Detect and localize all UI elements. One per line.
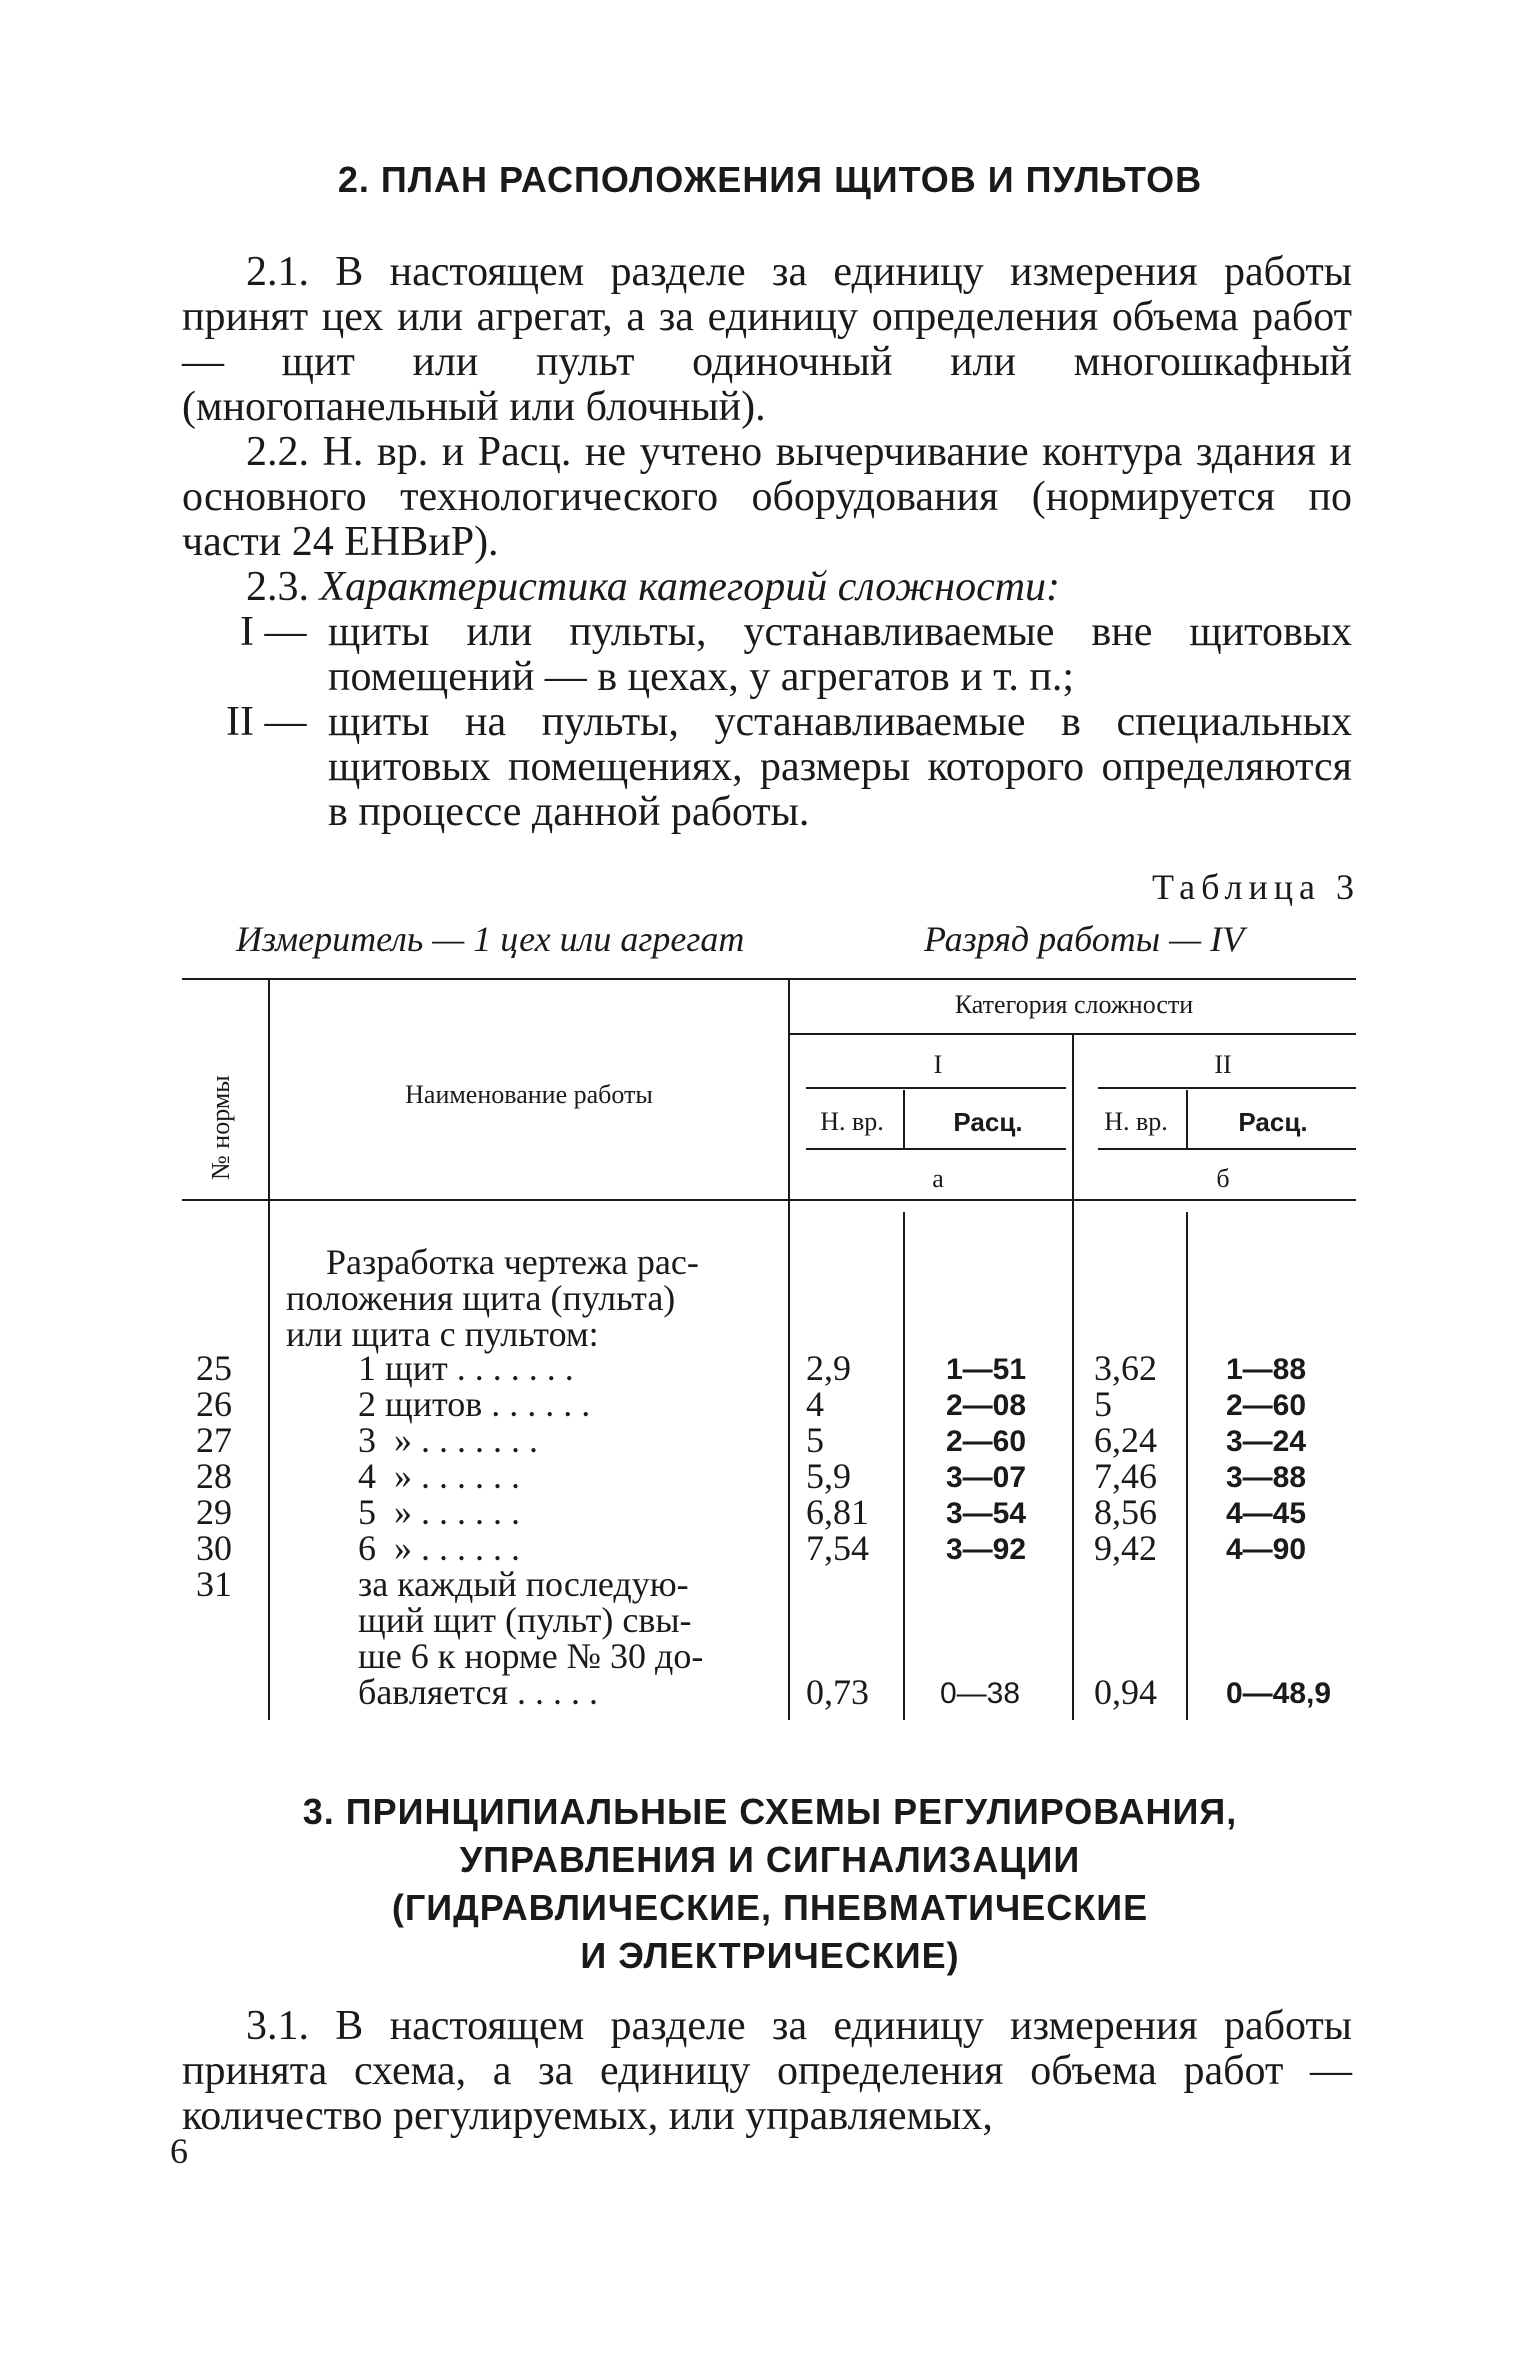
norm-number: 25 bbox=[196, 1348, 232, 1388]
cat2-sub-rule bbox=[1098, 1148, 1356, 1150]
rasc-cat2: 3—88 bbox=[1226, 1461, 1307, 1494]
rasc-cat1: 1—51 bbox=[946, 1353, 1027, 1386]
cat1-sub-rule bbox=[806, 1148, 1066, 1150]
hvr-cat1: 5,9 bbox=[806, 1456, 851, 1496]
rasc-cat2: 0—48,9 bbox=[1226, 1677, 1332, 1710]
col-divider-cat bbox=[1072, 1035, 1074, 1720]
work-name-line-4: бавляется . . . . . bbox=[358, 1672, 599, 1712]
table-grade: Разряд работы — IV bbox=[924, 919, 1245, 959]
table-meter: Измеритель — 1 цех или агрегат bbox=[236, 919, 745, 959]
work-name-line-2: щий щит (пульт) свы- bbox=[358, 1600, 692, 1640]
rasc-cat1: 2—60 bbox=[946, 1425, 1027, 1458]
page-number: 6 bbox=[170, 2131, 188, 2171]
hvr-cat2: 7,46 bbox=[1094, 1456, 1157, 1496]
col-header-rasc1: Расц. bbox=[953, 1107, 1023, 1137]
col-header-cat2: II bbox=[1214, 1050, 1232, 1079]
paragraph-2-2: 2.2. Н. вр. и Расц. не учтено вычерчивание контура здания и основного технологического оборудования (нормируется по части 24 ЕНВиР). bbox=[182, 429, 1352, 565]
work-name: 4 » . . . . . . bbox=[358, 1456, 520, 1496]
norm-number: 28 bbox=[196, 1456, 232, 1496]
hvr-cat2: 3,62 bbox=[1094, 1348, 1157, 1388]
col-header-hvr1: Н. вр. bbox=[820, 1107, 884, 1136]
col-header-name: Наименование работы bbox=[405, 1080, 653, 1109]
work-name: 1 щит . . . . . . . bbox=[358, 1348, 574, 1388]
col-divider-cat2 bbox=[1186, 1212, 1188, 1720]
rasc-cat1: 2—08 bbox=[946, 1389, 1027, 1422]
category-1-mark: I — bbox=[240, 609, 307, 655]
category-2-text: щиты на пульты, устанавливаемые в специальных щитовых помещениях, размеры которого определяются в процессе данной работы. bbox=[328, 699, 1352, 835]
hvr-cat1: 5 bbox=[806, 1420, 824, 1460]
col-header-sub-b: б bbox=[1216, 1164, 1230, 1193]
hvr-cat2: 8,56 bbox=[1094, 1492, 1157, 1532]
rasc-cat1: 3—07 bbox=[946, 1461, 1027, 1494]
rasc-cat2: 4—45 bbox=[1226, 1497, 1307, 1530]
work-name: 5 » . . . . . . bbox=[358, 1492, 520, 1532]
category-1-text: щиты или пульты, устанавливаемые вне щитовых помещений — в цехах, у агрегатов и т. п.; bbox=[328, 609, 1352, 700]
rasc-cat2: 4—90 bbox=[1226, 1533, 1307, 1566]
rasc-cat1: 0—38 bbox=[940, 1677, 1021, 1710]
work-name-line-1: за каждый последую- bbox=[358, 1564, 689, 1604]
work-name: 3 » . . . . . . . bbox=[358, 1420, 538, 1460]
rasc-cat1: 3—92 bbox=[946, 1533, 1027, 1566]
hvr-cat1: 0,73 bbox=[806, 1672, 869, 1712]
header-bottom-rule bbox=[182, 1199, 1356, 1201]
hvr-cat2: 6,24 bbox=[1094, 1420, 1157, 1460]
col-header-rasc2: Расц. bbox=[1238, 1107, 1308, 1137]
work-name: 6 » . . . . . . bbox=[358, 1528, 520, 1568]
hvr-cat1: 2,9 bbox=[806, 1348, 851, 1388]
paragraph-2-3-title: Характеристика категорий сложности: bbox=[319, 564, 1061, 610]
norm-number: 31 bbox=[196, 1564, 232, 1604]
norm-number: 30 bbox=[196, 1528, 232, 1568]
col-header-hvr2: Н. вр. bbox=[1104, 1107, 1168, 1136]
section-3-heading-line-4: И ЭЛЕКТРИЧЕСКИЕ) bbox=[580, 1935, 960, 1976]
norm-number: 29 bbox=[196, 1492, 232, 1532]
norm-number: 26 bbox=[196, 1384, 232, 1424]
work-name-line-3: ше 6 к норме № 30 до- bbox=[358, 1636, 704, 1676]
hvr-cat1: 4 bbox=[806, 1384, 824, 1424]
work-intro-line-1: Разработка чертежа рас- bbox=[326, 1242, 699, 1282]
rasc-cat2: 2—60 bbox=[1226, 1389, 1307, 1422]
hvr-cat2: 0,94 bbox=[1094, 1672, 1157, 1712]
hvr-cat1: 6,81 bbox=[806, 1492, 869, 1532]
paragraph-2-3-number: 2.3. bbox=[246, 564, 309, 610]
work-intro-line-3: или щита с пультом: bbox=[286, 1314, 599, 1354]
rasc-cat2: 1—88 bbox=[1226, 1353, 1307, 1386]
section-2-heading: 2. ПЛАН РАСПОЛОЖЕНИЯ ЩИТОВ И ПУЛЬТОВ bbox=[337, 159, 1203, 200]
table-top-rule bbox=[182, 978, 1356, 980]
rasc-cat1: 3—54 bbox=[946, 1497, 1027, 1530]
section-3-heading-line-1: 3. ПРИНЦИПИАЛЬНЫЕ СХЕМЫ РЕГУЛИРОВАНИЯ, bbox=[302, 1791, 1238, 1832]
col-header-sub-a: а bbox=[932, 1164, 944, 1193]
paragraph-2-1: 2.1. В настоящем разделе за единицу измерения работы принят цех или агрегат, а за единицу определения объема работ — щит или пульт одиночный или многошкафный (многопанельный или блочный). bbox=[182, 249, 1352, 430]
paragraph-2-3 bbox=[246, 565, 1352, 610]
col-header-category: Категория сложности bbox=[954, 990, 1194, 1019]
cat1-rule bbox=[806, 1087, 1066, 1089]
norm-number: 27 bbox=[196, 1420, 232, 1460]
col-divider-norm bbox=[268, 980, 270, 1720]
category-2-mark: II — bbox=[226, 699, 307, 745]
hvr-cat2: 9,42 bbox=[1094, 1528, 1157, 1568]
hvr-cat1: 7,54 bbox=[806, 1528, 869, 1568]
col-header-norm: № нормы bbox=[206, 1075, 235, 1180]
col-header-cat1: I bbox=[933, 1050, 943, 1079]
table-title: Таблица 3 bbox=[1152, 867, 1360, 907]
cat2-rule bbox=[1098, 1087, 1356, 1089]
rasc-cat2: 3—24 bbox=[1226, 1425, 1307, 1458]
section-3-heading bbox=[180, 1788, 1360, 1980]
hvr-cat2: 5 bbox=[1094, 1384, 1112, 1424]
section-3-heading-line-3: (ГИДРАВЛИЧЕСКИЕ, ПНЕВМАТИЧЕСКИЕ bbox=[391, 1887, 1149, 1928]
col-divider-cat1 bbox=[903, 1212, 905, 1720]
col-divider-name bbox=[788, 980, 790, 1720]
work-intro-line-2: положения щита (пульта) bbox=[286, 1278, 676, 1318]
work-name: 2 щитов . . . . . . bbox=[358, 1384, 591, 1424]
paragraph-3-1: 3.1. В настоящем разделе за единицу измерения работы принята схема, а за единицу определения объема работ — количество регулируемых, или управляемых, bbox=[182, 2003, 1352, 2139]
section-3-heading-line-2: УПРАВЛЕНИЯ И СИГНАЛИЗАЦИИ bbox=[459, 1839, 1081, 1880]
